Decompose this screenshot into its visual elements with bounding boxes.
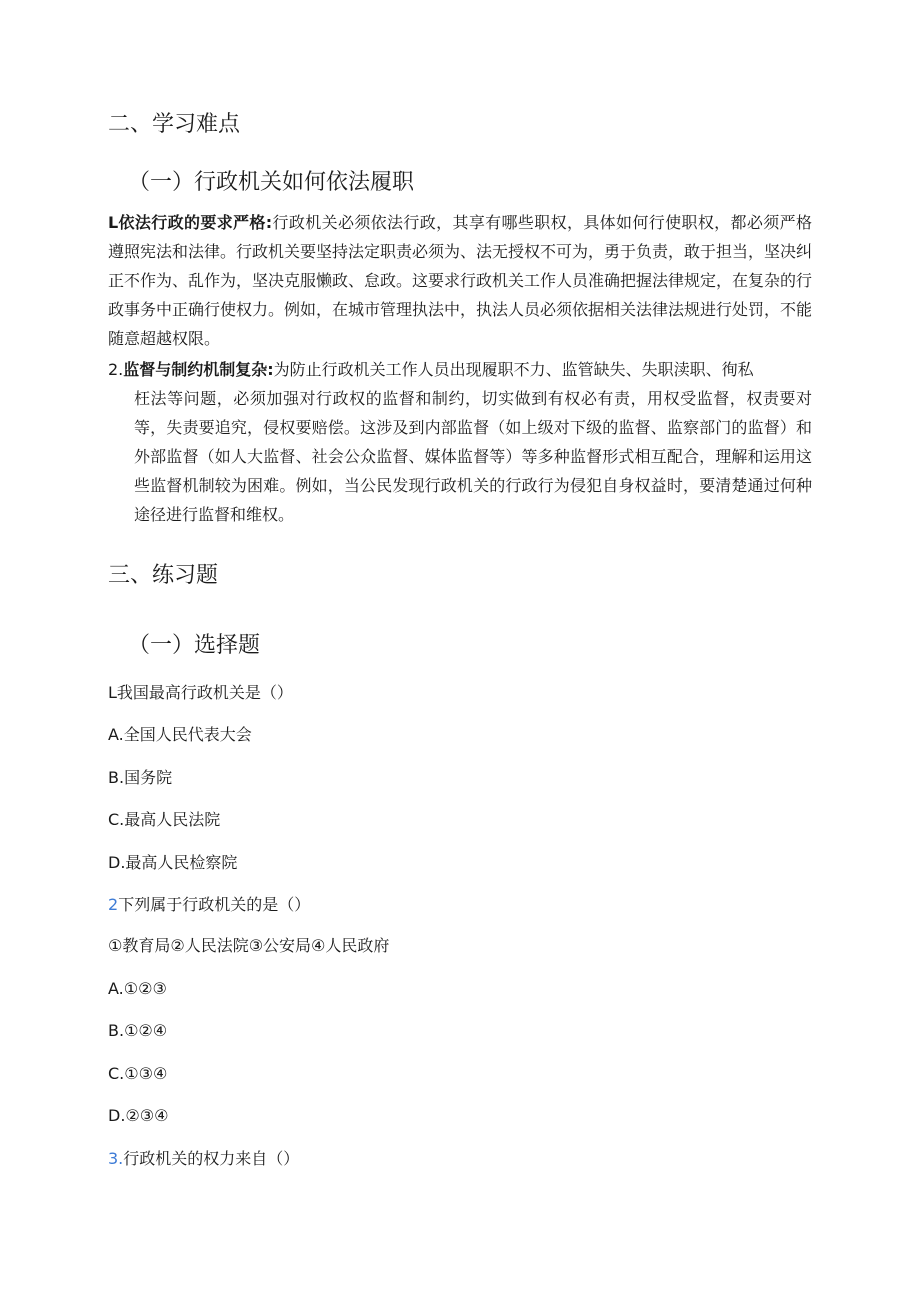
question-1-option-a: A.全国人民代表大会	[108, 725, 252, 744]
difficulty-item-2	[108, 355, 812, 529]
difficulty-item-2-text-first: 为防止行政机关工作人员出现履职不力、监管缺失、失职渎职、徇私	[273, 360, 754, 379]
subsection-heading-choice: （一）选择题	[128, 633, 261, 658]
question-2-option-c: C.①③④	[108, 1064, 168, 1083]
section-heading-difficulties: 二、学习难点	[108, 112, 241, 137]
difficulty-item-1-text: 行政机关必须依法行政，其享有哪些职权，具体如何行使职权，都必须严格遵照宪法和法律。行政机关要坚持法定职责必须为、法无授权不可为，勇于负责，敢于担当，坚决纠正不作为、乱作为，坚决克服懒政、怠政。这要求行政机关工作人员准确把握法律规定，在复杂的行政事务中正确行使权力。例如，在城市管理执法中，执法人员必须依据相关法律法规进行处罚，不能随意超越权限。	[108, 213, 813, 348]
question-1-option-c: C.最高人民法院	[108, 810, 221, 829]
question-1-option-d: D.最高人民检察院	[108, 853, 238, 872]
difficulty-item-2-text-rest: 枉法等问题，必须加强对行政权的监督和制约，切实做到有权必有责，用权受监督，权责要对等，失责要追究，侵权要赔偿。这涉及到内部监督（如上级对下级的监督、监察部门的监督）和外部监督（如人大监督、社会公众监督、媒体监督等）等多种监督形式相互配合，理解和运用这些监督机制较为困难。例如，当公民发现行政机关的行政行为侵犯自身权益时，要清楚通过何种途径进行监督和维权。	[134, 389, 812, 524]
question-3-stem: 行政机关的权力来自（）	[123, 1149, 300, 1168]
question-2-option-d: D.②③④	[108, 1106, 169, 1125]
difficulty-item-1	[108, 208, 812, 353]
difficulty-item-1-label: L依法行政的要求严格:	[108, 213, 273, 232]
question-2-option-b: B.①②④	[108, 1021, 168, 1040]
question-3	[108, 1147, 299, 1171]
question-2-number: 2	[108, 895, 119, 914]
section-heading-exercises: 三、练习题	[108, 563, 219, 588]
question-2-option-a: A.①②③	[108, 979, 167, 998]
subsection-heading-duty: （一）行政机关如何依法履职	[128, 170, 415, 195]
question-1-stem: L我国最高行政机关是（）	[108, 683, 293, 702]
question-2	[108, 893, 310, 917]
question-3-number: 3.	[108, 1149, 124, 1168]
question-1-option-b: B.国务院	[108, 768, 173, 787]
question-2-items: ①教育局②人民法院③公安局④人民政府	[108, 936, 390, 955]
difficulty-item-2-label: 监督与制约机制复杂:	[123, 360, 274, 379]
difficulty-item-2-number: 2.	[108, 360, 124, 379]
question-2-stem: 下列属于行政机关的是（）	[118, 895, 311, 914]
